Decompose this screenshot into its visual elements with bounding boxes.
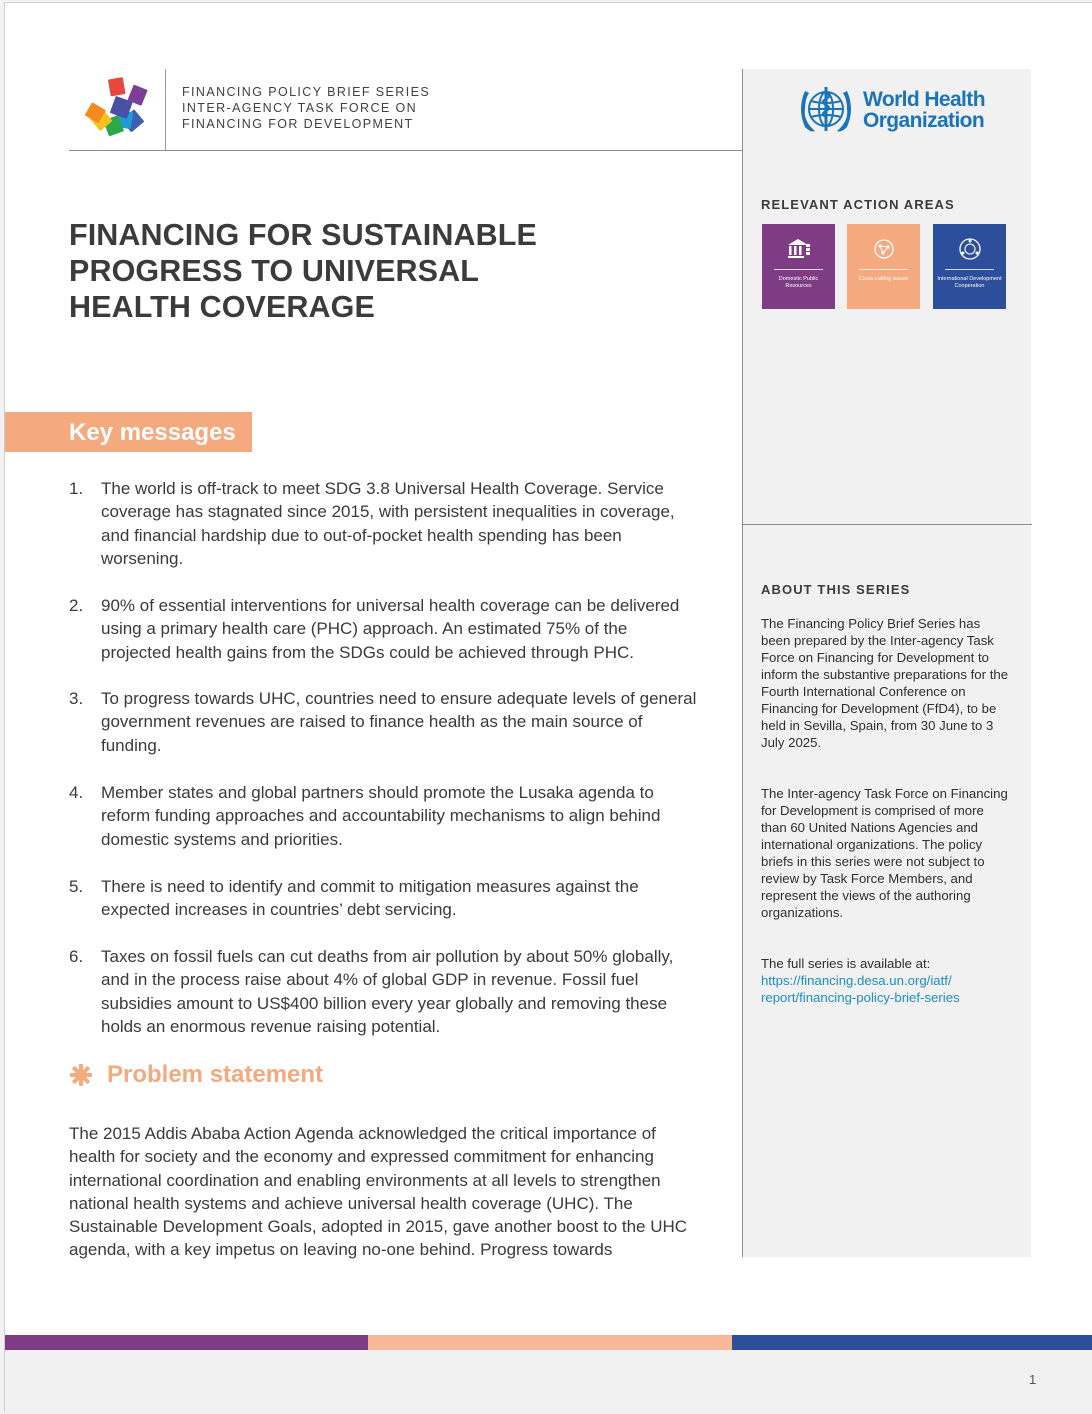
- item-number: 3.: [69, 689, 84, 708]
- item-number: 5.: [69, 877, 84, 896]
- item-text: 90% of essential interventions for universal health coverage can be delivered using a primary health care (PHC) approach. An estimated 75% of the projected health gains from the SDGs could be achieved through PHC.: [101, 596, 680, 662]
- item-text: Taxes on fossil fuels can cut deaths from air pollution by about 50% globally, and in the process raise about 4% of global GDP in revenue. Fossil fuel subsidies amount to US$400 billion every year globally and removing these holds an enormous revenue raising potential.: [101, 947, 674, 1036]
- item-number: 4.: [69, 783, 84, 802]
- title-line: HEALTH COVERAGE: [69, 290, 375, 324]
- tile-label: International Development Cooperation: [937, 276, 1002, 289]
- about-availability: [761, 955, 1011, 1006]
- series-line: FINANCING POLICY BRIEF SERIES: [182, 85, 431, 99]
- about-paragraph: The Inter-agency Task Force on Financing for Development is comprised of more than 60 United Nations Agencies and international organizations. The policy briefs in this series were not subject to review by Task Force Members, and represent the views of the authoring organizations.: [761, 786, 1008, 920]
- series-line: FINANCING FOR DEVELOPMENT: [182, 117, 414, 131]
- footer-bar-peach: [368, 1335, 732, 1350]
- sidebar: [742, 69, 1031, 1257]
- iatf-flower-logo-icon: [85, 75, 155, 141]
- globe-network-icon: [871, 236, 897, 262]
- item-text: The world is off-track to meet SDG 3.8 Universal Health Coverage. Service coverage has stagnated since 2015, with persistent inequalities in coverage, and financial hardship due to out-of-pocket health spending has been worsening.: [101, 479, 675, 568]
- item-text: To progress towards UHC, countries need to ensure adequate levels of general government revenues are raised to finance health as the main source of funding.: [101, 689, 697, 755]
- header-divider: [165, 69, 166, 151]
- tile-label: Cross-cutting issues: [858, 276, 909, 282]
- action-area-tile-domestic: [762, 224, 835, 309]
- problem-statement-heading: [69, 1061, 323, 1089]
- sidebar-divider: [743, 524, 1032, 525]
- bank-icon: [786, 236, 812, 262]
- key-messages-title: Key messages: [69, 419, 236, 446]
- action-area-tile-international: [933, 224, 1006, 309]
- who-name-line: World Health: [863, 88, 985, 111]
- series-link-line: https://financing.desa.un.org/iatf/: [761, 973, 952, 988]
- about-series-heading: ABOUT THIS SERIES: [761, 582, 911, 597]
- item-number: 2.: [69, 596, 84, 615]
- footer-bar-purple: [5, 1335, 368, 1350]
- page-number: 1: [1029, 1372, 1037, 1387]
- tile-label: Domestic Public Resources: [778, 276, 819, 289]
- series-link-line: report/financing-policy-brief-series: [761, 990, 960, 1005]
- item-number: 6.: [69, 947, 84, 966]
- document-title: [69, 217, 669, 325]
- title-line: PROGRESS TO UNIVERSAL: [69, 254, 479, 288]
- document-page: [4, 2, 1092, 1412]
- globe-people-icon: [957, 236, 983, 262]
- item-text: There is need to identify and commit to mitigation measures against the expected increases in countries’ debt servicing.: [101, 877, 639, 920]
- problem-statement-body: The 2015 Addis Ababa Action Agenda acknowledged the critical importance of health for society and the economy and expressed commitment for enhancing international coordination and enabling environments at all levels to strengthen national health systems and achieve universal health coverage (UHC). The Sustainable Development Goals, adopted in 2015, gave another boost to the UHC agenda, with a key impetus on leaving no-one behind. Progress towards: [69, 1124, 688, 1260]
- relevant-action-areas-heading: RELEVANT ACTION AREAS: [761, 197, 955, 212]
- about-availability-text: The full series is available at:: [761, 956, 931, 971]
- item-text: Member states and global partners should promote the Lusaka agenda to reform funding approaches and accountability mechanisms to align behind domestic systems and priorities.: [101, 783, 661, 849]
- series-link[interactable]: [761, 972, 1011, 1006]
- problem-statement-title: Problem statement: [107, 1061, 324, 1088]
- gear-flower-icon: [69, 1063, 93, 1087]
- about-paragraph: The Financing Policy Brief Series has been prepared by the Inter-agency Task Force on Financing for Development to inform the substantive preparations for the Fourth International Conference on Financing for Development (FfD4), to be held in Sevilla, Spain, from 30 June to 3 July 2025.: [761, 616, 1009, 750]
- title-line: FINANCING FOR SUSTAINABLE: [69, 218, 537, 252]
- who-emblem-icon: [793, 81, 859, 139]
- who-logo: [793, 81, 985, 139]
- who-name-line: Organization: [863, 109, 985, 132]
- item-number: 1.: [69, 479, 84, 498]
- series-line: INTER-AGENCY TASK FORCE ON: [182, 101, 418, 115]
- key-messages-banner: [5, 412, 252, 452]
- series-label: [182, 84, 430, 132]
- footer-bar-blue: [732, 1335, 1092, 1350]
- action-area-tile-cross-cutting: [847, 224, 920, 309]
